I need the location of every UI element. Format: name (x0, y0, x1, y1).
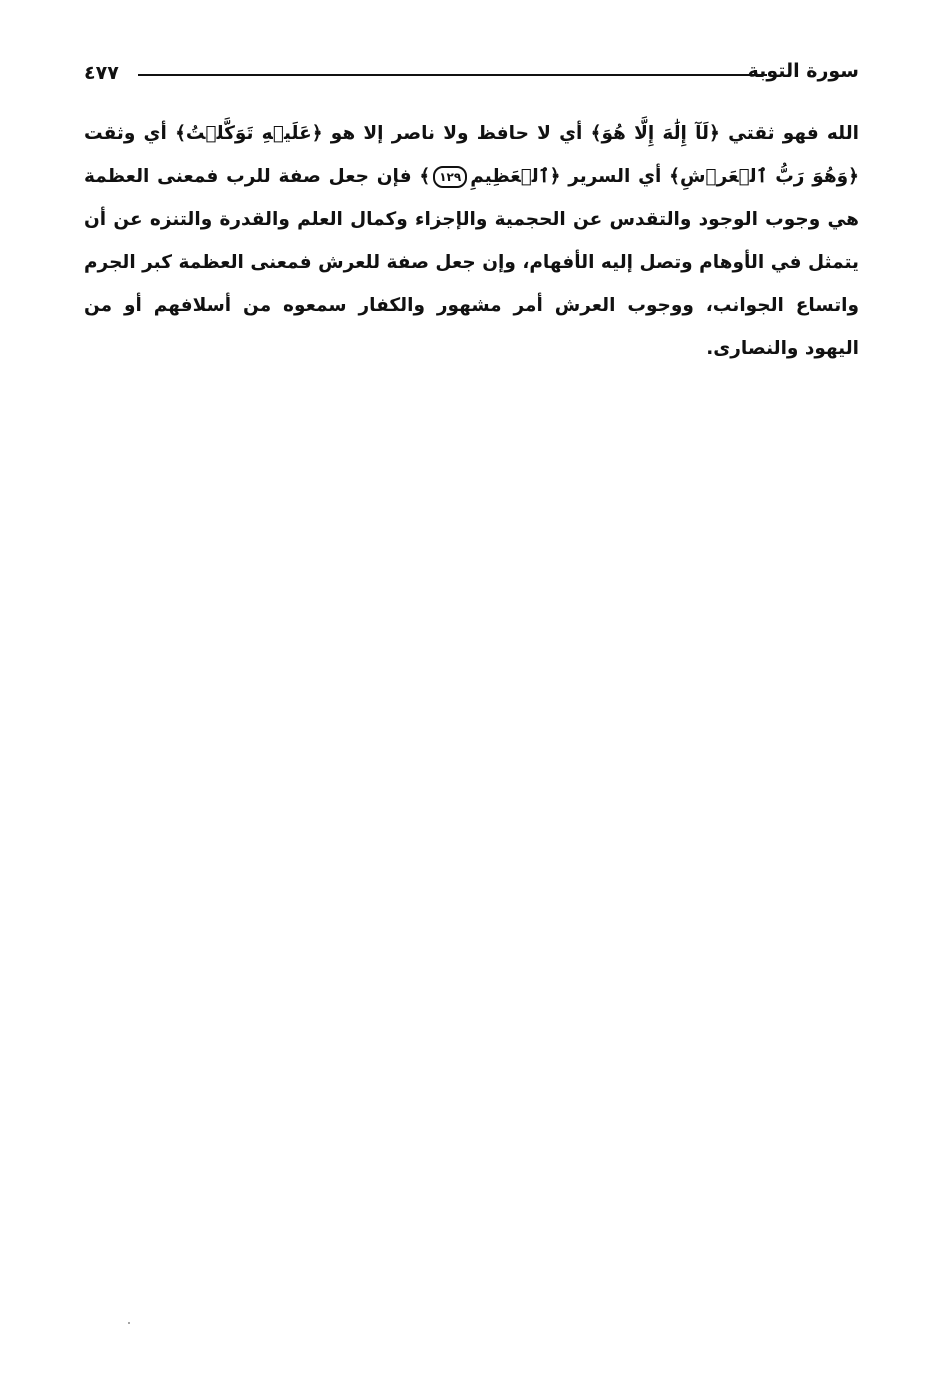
header-rule (138, 74, 767, 76)
ayah-number-marker: ١٢٩ (433, 166, 467, 188)
quran-open-bracket: ﴿ (709, 123, 720, 144)
quran-close-bracket: ﴾ (669, 166, 680, 187)
text-segment-1: الله فهو ثقتي (719, 123, 859, 144)
running-header (84, 60, 859, 94)
quran-open-bracket: ﴿ (848, 166, 859, 187)
quran-quote-3: وَهُوَ رَبُّ ٱلۡعَرۡشِ (679, 166, 849, 187)
surah-title: سورة التوبة (747, 60, 859, 82)
scan-speck (128, 1322, 130, 1324)
text-segment-4: أي السرير (560, 166, 670, 187)
quran-close-bracket: ﴾ (175, 123, 186, 144)
quran-quote-4: ٱلۡعَظِيمِ (470, 166, 550, 187)
quran-quote-1: لَآ إِلَٰهَ إِلَّا هُوَ (601, 123, 710, 144)
quran-open-bracket: ﴿ (549, 166, 561, 187)
quran-close-bracket: ﴾ (590, 123, 602, 144)
text-segment-5: فإن جعل صفة للرب فمعنى العظمة هي وجوب الوجود والتقدس عن الحجمية والإجزاء وكمال العلم والقدرة والتنزه عن أن يتمثل في الأوهام وتصل إليه الأفهام، وإن جعل صفة للعرش فمعنى العظمة كبر الجرم واتساع الجوانب، ووجوب العرش أمر مشهور والكفار سمعوه من أسلافهم أو من اليهود والنصارى. (84, 166, 859, 359)
text-segment-2: أي لا حافظ ولا ناصر إلا هو (322, 123, 591, 144)
quran-close-bracket: ﴾ (419, 166, 431, 187)
text-segment-3: أي وثقت (84, 123, 176, 144)
quran-quote-2: عَلَيۡهِ تَوَكَّلۡتُ (185, 123, 312, 144)
commentary-paragraph (84, 112, 859, 370)
page-number: ٤٧٧ (84, 62, 119, 84)
quran-open-bracket: ﴿ (311, 123, 323, 144)
